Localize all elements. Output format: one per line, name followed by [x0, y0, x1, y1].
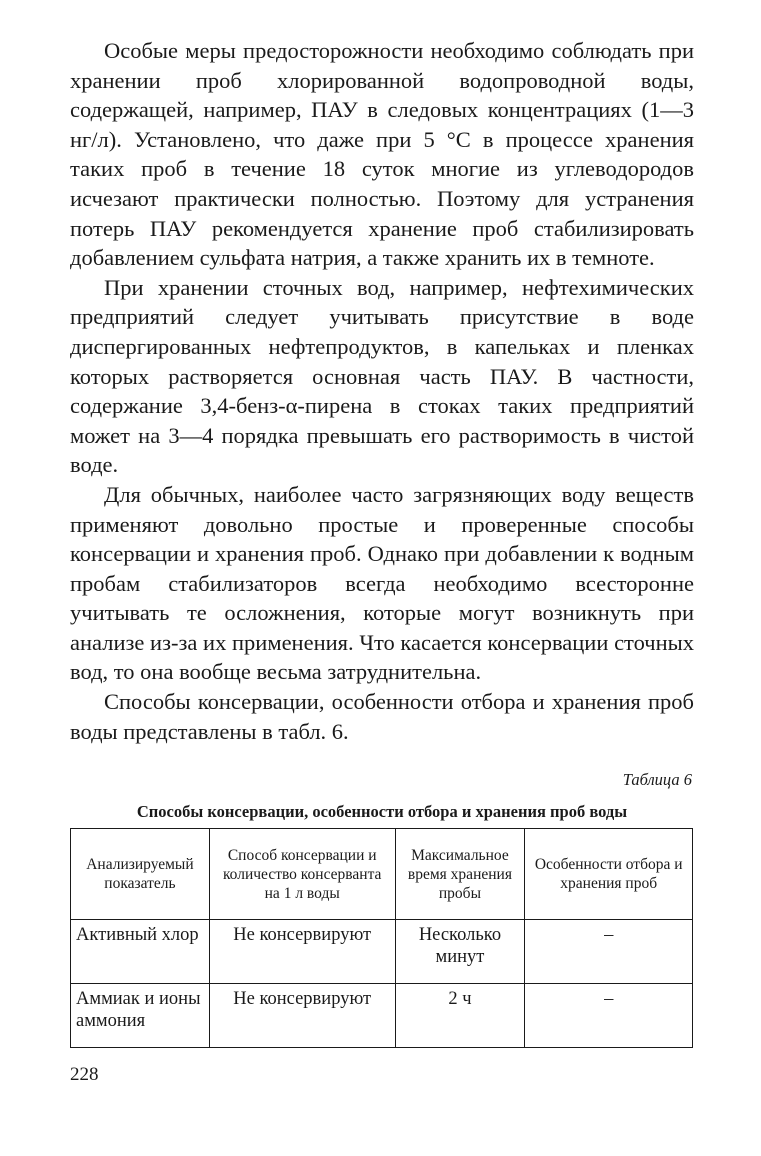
page-number: 228 [70, 1064, 99, 1085]
header-preservation-method: Способ консервации и количество консерванта на 1 л воды [209, 829, 395, 920]
table-cell: Не консервируют [209, 920, 395, 984]
table-title: Способы консервации, особенности отбора и хранения проб воды [136, 802, 628, 822]
table-cell: Активный хлор [71, 920, 210, 984]
table-cell: – [525, 984, 693, 1048]
header-indicator: Анализируемый показатель [71, 829, 210, 920]
table-cell: Не консервируют [209, 984, 395, 1048]
paragraph: Для обычных, наиболее часто загрязняющих воду веществ применяют довольно простые и проверенные способы консервации и хранения проб. Однако при добавлении к водным пробам стабилизаторов всегда необходимо всесторонне учитывать те осложнения, которые могут возникнуть при анализе из-за их применения. Что касается консервации сточных вод, то она вообще весьма затруднительна. [70, 481, 694, 685]
paragraph: Особые меры предосторожности необходимо соблюдать при хранении проб хлорированной водопроводной воды, содержащей, например, ПАУ в следовых концентрациях (1—3 нг/л). Установлено, что даже при 5 °С в процессе хранения таких проб в течение 18 суток многие из углеводородов исчезают практически полностью. Поэтому для устранения потерь ПАУ рекомендуется хранение проб стабилизировать добавлением сульфата натрия, а также хранить их в темноте. [70, 38, 694, 271]
table-cell: Аммиак и ионы аммония [71, 984, 210, 1048]
table-row [71, 984, 693, 1048]
table-cell: Несколько минут [395, 920, 525, 984]
table-cell: 2 ч [395, 984, 525, 1048]
paragraph: При хранении сточных вод, например, нефтехимических предприятий следует учитывать присутствие в воде диспергированных нефтепродуктов, в капельках и пленках которых растворяется основная часть ПАУ. В частности, содержание 3,4-бенз-α-пирена в стоках таких предприятий может на 3—4 порядка превышать его растворимость в чистой воде. [70, 274, 694, 478]
preservation-table [70, 828, 693, 1048]
table-header-row [71, 829, 693, 920]
table-label: Таблица 6 [622, 770, 692, 790]
page-body [70, 36, 694, 822]
header-max-storage-time: Максимальное время хранения пробы [395, 829, 525, 920]
table-row [71, 920, 693, 984]
header-sampling-features: Особенности отбора и хранения проб [525, 829, 693, 920]
paragraph: Способы консервации, особенности отбора и хранения проб воды представлены в табл. 6. [70, 689, 694, 744]
table-cell: – [525, 920, 693, 984]
